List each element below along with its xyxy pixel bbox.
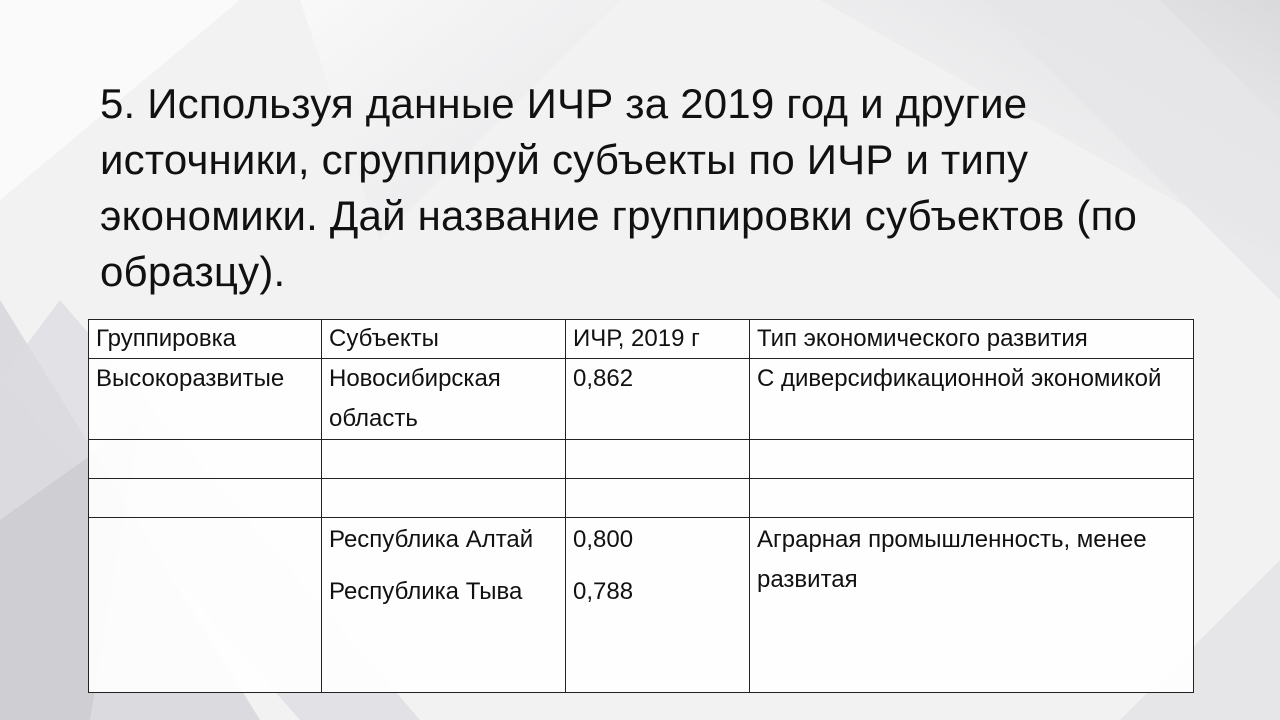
cell-economy-type[interactable] [750,440,1194,479]
header-grouping: Группировка [89,320,322,359]
cell-hdi[interactable] [566,518,750,693]
cell-economy-type[interactable]: Аграрная промышленность, менее развитая [750,518,1194,693]
table-row [89,518,1194,693]
subject-altai: Республика Алтай [329,526,534,553]
cell-group[interactable]: Высокоразвитые [89,359,322,440]
cell-group[interactable] [89,479,322,518]
cell-economy-type[interactable]: С диверсификационной экономикой [750,359,1194,440]
cell-hdi[interactable] [566,479,750,518]
table-row [89,359,1194,440]
table-row [89,479,1194,518]
header-subjects: Субъекты [322,320,566,359]
grouping-table [88,319,1194,693]
hdi-tyva: 0,788 [573,578,634,605]
cell-hdi[interactable] [566,440,750,479]
cell-subjects[interactable]: Новосибирская область [322,359,566,440]
header-economy-type: Тип экономического развития [750,320,1194,359]
hdi-altai: 0,800 [573,526,634,553]
cell-hdi[interactable]: 0,862 [566,359,750,440]
slide-title: 5. Используя данные ИЧР за 2019 год и другие источники, сгруппируй субъекты по ИЧР и типу экономики. Дай название группировки субъектов (по образцу). [100,80,1138,295]
table-header-row [89,320,1194,359]
table-row [89,440,1194,479]
cell-subjects[interactable] [322,479,566,518]
header-hdi: ИЧР, 2019 г [566,320,750,359]
cell-group[interactable] [89,518,322,693]
cell-group[interactable] [89,440,322,479]
cell-subjects[interactable] [322,440,566,479]
subject-tyva: Республика Тыва [329,578,523,605]
cell-subjects[interactable] [322,518,566,693]
cell-economy-type[interactable] [750,479,1194,518]
